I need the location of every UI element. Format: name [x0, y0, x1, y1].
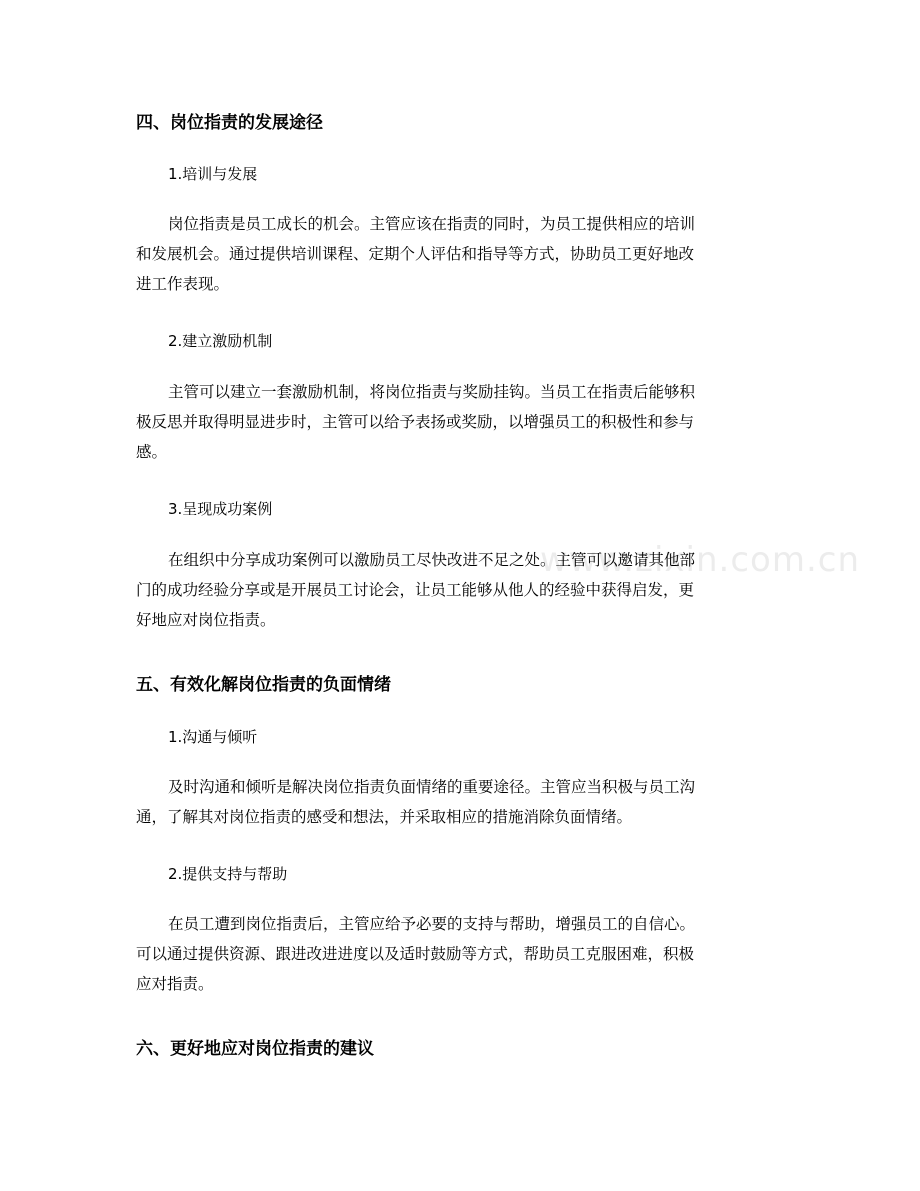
paragraph-line: 感。	[136, 443, 168, 461]
paragraph	[136, 909, 786, 999]
paragraph-line: 在组织中分享成功案例可以激励员工尽快改进不足之处。主管可以邀请其他部	[168, 551, 696, 569]
paragraph	[136, 772, 786, 832]
paragraph-line: 好地应对岗位指责。	[136, 611, 276, 629]
paragraph-line: 和发展机会。通过提供培训课程、定期个人评估和指导等方式，协助员工更好地改	[136, 245, 695, 263]
paragraph-line: 极反思并取得明显进步时，主管可以给予表扬或奖励，以增强员工的积极性和参与	[136, 413, 695, 431]
subsection-title: 2.建立激励机制	[168, 332, 273, 350]
subsection-title: 2.提供支持与帮助	[168, 865, 288, 883]
watermark: www.zixin.com.cn	[540, 540, 860, 580]
paragraph-line: 应对指责。	[136, 975, 214, 993]
paragraph-line: 在员工遭到岗位指责后，主管应给予必要的支持与帮助，增强员工的自信心。	[168, 915, 696, 933]
section-heading: 四、岗位指责的发展途径	[136, 113, 323, 133]
paragraph	[136, 545, 786, 635]
paragraph-line: 岗位指责是员工成长的机会。主管应该在指责的同时，为员工提供相应的培训	[168, 215, 696, 233]
paragraph-line: 进工作表现。	[136, 275, 230, 293]
section-heading: 五、有效化解岗位指责的负面情绪	[136, 675, 391, 695]
subsection-title: 3.呈现成功案例	[168, 500, 273, 518]
section-heading: 六、更好地应对岗位指责的建议	[136, 1039, 374, 1059]
paragraph-line: 及时沟通和倾听是解决岗位指责负面情绪的重要途径。主管应当积极与员工沟	[168, 778, 696, 796]
subsection-title: 1.培训与发展	[168, 165, 258, 183]
subsection-title: 1.沟通与倾听	[168, 728, 258, 746]
paragraph-line: 通，了解其对岗位指责的感受和想法，并采取相应的措施消除负面情绪。	[136, 808, 633, 826]
paragraph-line: 门的成功经验分享或是开展员工讨论会，让员工能够从他人的经验中获得启发，更	[136, 581, 695, 599]
paragraph-line: 主管可以建立一套激励机制，将岗位指责与奖励挂钩。当员工在指责后能够积	[168, 383, 696, 401]
paragraph-line: 可以通过提供资源、跟进改进进度以及适时鼓励等方式，帮助员工克服困难，积极	[136, 945, 695, 963]
paragraph	[136, 377, 786, 467]
paragraph	[136, 209, 786, 299]
